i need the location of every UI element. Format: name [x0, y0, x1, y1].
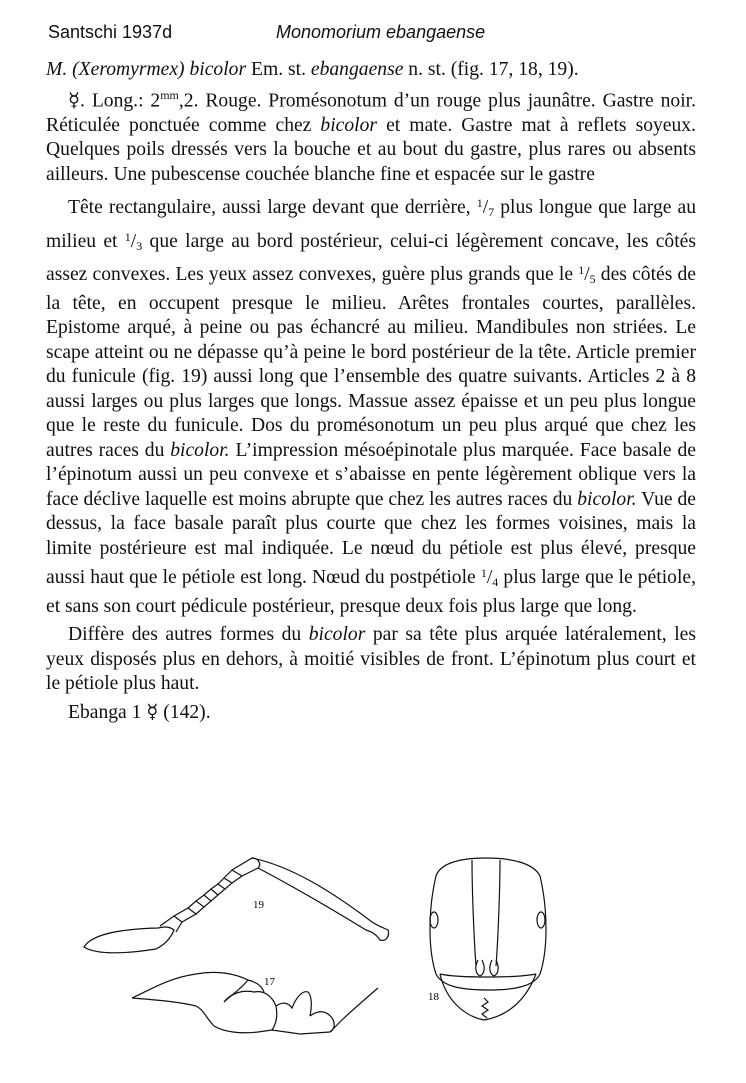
text-run: plus longue que large au milieu et: [46, 197, 697, 252]
subspecies-name: ebangaense: [310, 59, 404, 80]
fraction-denominator: 7: [488, 205, 495, 220]
text-run: . Long.: 2: [80, 90, 161, 112]
fraction-numerator: 1: [578, 263, 585, 278]
unit-superscript: mm: [160, 87, 179, 102]
fraction-numerator: 1: [480, 566, 487, 581]
fraction-denominator: 4: [492, 575, 499, 590]
fraction: $^1/_4$: [480, 566, 499, 590]
fraction-numerator: 1: [476, 196, 483, 211]
text-run: par sa tête plus arquée latéralement, les yeux disposés plus en dehors, à moitié visibles de front. L’épinotum plus court et le pétiole plus haut.: [46, 624, 696, 695]
species-name: bicolor: [189, 59, 247, 80]
italic-taxon: bicolor.: [577, 488, 637, 510]
status-text: n. st. (fig. 17, 18, 19).: [408, 59, 579, 80]
text-run: plus large que le pétiole, et sans son court pédicule postérieur, presque deux fois plus large que long.: [46, 567, 697, 617]
paragraph-locality: Ebanga 1 ☿ (142).: [68, 701, 211, 723]
taxon-title-line: [46, 58, 696, 83]
fraction-denominator: 3: [136, 238, 143, 253]
subgenus: (Xeromyrmex): [72, 59, 185, 80]
fig-17-lateral-body-drawing: [132, 972, 378, 1034]
text-run: Tête rectangulaire, aussi large devant que derrière,: [68, 197, 477, 219]
fraction: $^1/_3$: [124, 229, 143, 253]
fraction: $^1/_5$: [578, 263, 596, 287]
text-run: que large au bord postérieur, celui-ci légèrement concave, les côtés assez convexes. Les yeux assez convexes, guère plus grands que le: [46, 230, 696, 286]
fraction: $^1/_7$: [476, 196, 495, 220]
fraction-numerator: 1: [124, 229, 131, 244]
description-body: [46, 58, 696, 725]
fig-17-label: 17: [264, 976, 275, 988]
text-run: ,2. Rouge. Promésonotum d’un rouge plus jaunâtre. Gastre noir. Réticulée ponctuée comme chez: [46, 90, 696, 136]
text-run: des côtés de la tête, en occupent presque le milieu. Arêtes frontales courtes, parallèles. Epistome arqué, à peine ou pas échancré au milieu. Mandibules non striées. Le scape atteint ou ne dépasse qu’à peine le bord postérieur de la tête. Article premier du funicule (fig. 19) aussi long que l’ensemble des quatre suivants. Articles 2 à 8 aussi larges ou plus larges que longs. Massue assez épaisse et un peu plus longue que le reste du funicule. Dos du promésonotum un peu plus arqué que chez les autres races du: [46, 264, 696, 461]
fig-18-head-drawing: [430, 858, 546, 1020]
figure-drawings: [0, 850, 746, 1083]
citation-label: Santschi 1937d: [48, 22, 173, 42]
genus-abbrev: M.: [46, 59, 68, 80]
fig-19-antenna-drawing: [84, 858, 389, 953]
fig-19-label: 19: [253, 899, 264, 911]
fraction-denominator: 5: [589, 272, 596, 287]
author: Em. st.: [251, 59, 306, 80]
taxon-heading: Monomorium ebangaense: [276, 22, 486, 42]
paragraph-differential-diagnosis: [46, 623, 696, 697]
paragraph-worker-description: [46, 83, 696, 188]
text-run: L’impression mésoépinotale plus marquée. Face basale de l’épinotum aussi un peu convexe et s’abaisse en pente légèrement oblique vers la face déclive laquelle est moins abrupte que chez les autres races du: [46, 439, 696, 510]
italic-taxon: bicolor.: [170, 439, 230, 461]
worker-symbol: ☿: [68, 90, 81, 112]
text-run: Diffère des autres formes du: [68, 624, 309, 646]
text-run: et mate. Gastre mat à reflets soyeux. Quelques poils dressés vers la bouche et au bout du gastre, plus rares ou absents ailleurs. Une pubescense couchée blanche fine et espacée sur le gastre: [46, 114, 696, 185]
fig-18-label: 18: [428, 991, 439, 1003]
paragraph-head-morphology: [46, 191, 696, 619]
text-run: Vue de dessus, la face basale paraît plus courte que chez les formes voisines, mais la limite postérieure est mal indiquée. Le nœud du pétiole est plus élevé, presque aussi haut que le pétiole est long. Nœud du postpétiole: [46, 488, 696, 589]
figure-plate: [0, 850, 746, 1083]
italic-taxon: bicolor: [308, 624, 366, 646]
running-header: [48, 22, 698, 48]
italic-taxon: bicolor: [320, 114, 378, 136]
